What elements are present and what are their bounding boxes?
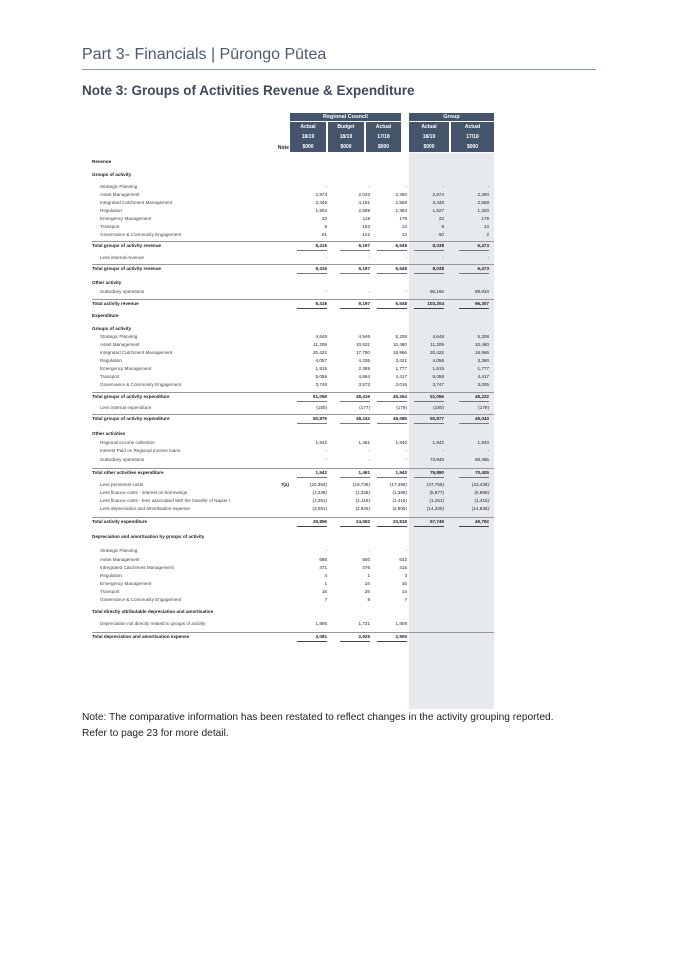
cell-value: 2,568 — [477, 200, 489, 205]
cell-value: 8,038 — [414, 264, 444, 274]
cell-value: 686 — [319, 557, 327, 562]
row-label: Total groups of activity expenditure — [92, 416, 170, 421]
footnote-line: Refer to page 23 for more detail. — [82, 728, 229, 739]
column-header — [290, 122, 326, 152]
cell-value: 8,038 — [414, 241, 444, 251]
cell-value: (179) — [478, 405, 489, 410]
cell-value: - — [368, 255, 370, 260]
row-label: Emergency Management — [100, 366, 152, 371]
cell-value: 1,461 — [358, 440, 370, 445]
cell-value: (17,499) — [389, 482, 407, 487]
cell-value: 103,204 — [414, 299, 444, 309]
cell-value: 95,166 — [429, 289, 444, 294]
cell-value: (1,415) — [474, 498, 489, 503]
cell-value: 1,915 — [315, 366, 327, 371]
table-row — [92, 392, 494, 401]
cell-value: 1,942 — [297, 468, 327, 478]
column-header-line: 18/19 — [301, 134, 315, 140]
cell-value: 8 — [367, 597, 370, 602]
cell-value: 3,005 — [477, 382, 489, 387]
cell-value: 20,422 — [312, 350, 327, 355]
row-label: Groups of activity — [92, 326, 132, 331]
cell-value: - — [368, 548, 370, 553]
cell-value: 122 — [362, 232, 370, 237]
cell-value: 3,747 — [432, 382, 444, 387]
cell-value: 14 — [483, 224, 489, 229]
cell-value: - — [487, 255, 489, 260]
row-label: Total activity revenue — [92, 301, 139, 306]
cell-value: 23,818 — [377, 517, 407, 527]
cell-value: 6,548 — [377, 299, 407, 309]
cell-value: 96,307 — [459, 299, 489, 309]
cell-value: 10,531 — [355, 342, 370, 347]
table-row — [92, 455, 494, 464]
table-row — [92, 532, 494, 541]
cell-value: 17,780 — [355, 350, 370, 355]
row-label: Less personnel costs — [100, 482, 144, 487]
cell-value: 4,057 — [315, 358, 327, 363]
cell-value: 4,946 — [358, 334, 370, 339]
cell-value: 2 — [486, 232, 489, 237]
cell-value: (1,415) — [392, 498, 407, 503]
row-label: Regulation — [100, 208, 122, 213]
cell-value: 51,058 — [297, 392, 327, 402]
column-header-line: $000 — [340, 144, 352, 150]
column-header-line: $000 — [466, 144, 479, 150]
cell-value: 3,390 — [477, 358, 489, 363]
cell-value: 25 — [364, 589, 370, 594]
cell-value: 14 — [401, 224, 407, 229]
cell-value: 6,473 — [459, 241, 489, 251]
cell-value: 45,085 — [377, 414, 407, 424]
cell-value: 10,460 — [474, 342, 489, 347]
cell-value: 3 — [404, 573, 407, 578]
page-header: Part 3- Financials | Pūrongo Pūtea — [82, 46, 327, 63]
cell-value: 5,058 — [432, 374, 444, 379]
cell-value: - — [487, 448, 489, 453]
row-label: Subsidiary operations — [100, 457, 145, 462]
table-row — [92, 446, 494, 455]
row-label: Total groups of activity revenue — [92, 243, 162, 248]
cell-value: 3,573 — [358, 382, 370, 387]
cell-value: (1,251) — [429, 498, 444, 503]
table-row — [92, 429, 494, 438]
cell-value: (43,436) — [471, 482, 489, 487]
row-label: Integrated Catchment Management — [100, 350, 173, 355]
cell-value: 45,222 — [459, 392, 489, 402]
row-label: Depreciation and amortisation by groups of activity — [92, 534, 205, 539]
row-label: Less internal revenue — [100, 255, 144, 260]
cell-value: (1,388) — [392, 490, 407, 495]
column-header — [451, 122, 494, 152]
cell-value: 10,460 — [392, 342, 407, 347]
row-label: Regulation — [100, 573, 122, 578]
cell-value: 5,058 — [315, 374, 327, 379]
row-label: Total depreciation and amortisation expense — [92, 634, 190, 639]
column-header-line: Budget — [337, 124, 355, 130]
footnote-line: Note: The comparative information has been restated to reflect changes in the activity grouping reported. — [82, 712, 554, 723]
cell-value: 9,197 — [340, 299, 370, 309]
cell-value: 2,589 — [358, 208, 370, 213]
cell-value: 153 — [362, 224, 370, 229]
row-label: Total groups of activity revenue — [92, 266, 162, 271]
table-row — [92, 517, 494, 526]
row-label: Transport — [100, 589, 120, 594]
cell-value: 1 — [367, 573, 370, 578]
row-label: Regional income collection — [100, 440, 155, 445]
row-label: Subsidiary operations — [100, 289, 145, 294]
column-header-line: $000 — [377, 144, 390, 150]
cell-value: - — [368, 289, 370, 294]
cell-value: 1,915 — [432, 366, 444, 371]
cell-value: 3,446 — [432, 200, 444, 205]
cell-value: 23 — [321, 216, 327, 221]
row-label: Transport — [100, 374, 120, 379]
note-title: Note 3: Groups of Activities Revenue & Expenditure — [82, 83, 415, 98]
cell-value: 48,419 — [340, 392, 370, 402]
table-row — [92, 504, 494, 513]
cell-value: - — [405, 457, 407, 462]
cell-value: 642 — [399, 557, 407, 562]
cell-value: (177) — [359, 405, 370, 410]
cell-value: 26,856 — [297, 517, 327, 527]
row-label: Regulation — [100, 358, 122, 363]
cell-value: - — [325, 548, 327, 553]
cell-value: (179) — [396, 405, 407, 410]
cell-value: 179 — [399, 216, 407, 221]
column-header-line: 17/18 — [377, 134, 390, 140]
row-label: Groups of activity — [92, 172, 132, 177]
cell-value: - — [325, 255, 327, 260]
note-column-header: Note — [277, 145, 289, 151]
cell-value: 1,384 — [395, 208, 407, 213]
cell-value: 4,336 — [358, 358, 370, 363]
row-label: Strategic Planning — [100, 334, 138, 339]
cell-value: 1,940 — [395, 440, 407, 445]
cell-value: 18 — [321, 589, 327, 594]
cell-value: - — [368, 448, 370, 453]
cell-value: 45,043 — [459, 414, 489, 424]
cell-value: 4,417 — [477, 374, 489, 379]
cell-value: 48,242 — [340, 414, 370, 424]
cell-value: 75,890 — [414, 468, 444, 478]
cell-value: 8 — [441, 224, 444, 229]
row-label: Asset Management — [100, 342, 140, 347]
cell-value: 1,904 — [315, 208, 327, 213]
row-note-ref: 7(a) — [280, 482, 289, 487]
row-label: Less depreciation and amortisation expense — [100, 506, 190, 511]
column-header — [366, 122, 401, 152]
column-header-line: 18/19 — [422, 134, 436, 140]
cell-value: 2,390 — [477, 192, 489, 197]
cell-value: 50,879 — [297, 414, 327, 424]
cell-value: 3,016 — [395, 382, 407, 387]
table-row — [92, 311, 494, 320]
table-row — [92, 414, 494, 423]
cell-value: 4,056 — [432, 358, 444, 363]
cell-value: (1,251) — [312, 498, 327, 503]
cell-value: 5,208 — [395, 334, 407, 339]
row-label: Strategic Planning — [100, 548, 138, 553]
cell-value: - — [325, 457, 327, 462]
cell-value: (180) — [316, 405, 327, 410]
table-row — [92, 299, 494, 308]
table-row — [92, 170, 494, 179]
cell-value: 60 — [438, 232, 444, 237]
cell-value: 49,792 — [459, 517, 489, 527]
cell-value: 16,966 — [392, 350, 407, 355]
cell-value: 2,390 — [395, 192, 407, 197]
cell-value: 34 — [364, 581, 370, 586]
column-header-line: $000 — [302, 144, 314, 150]
cell-value: 3,421 — [395, 358, 407, 363]
row-label: Interest Paid on Regional Income loans — [100, 448, 181, 453]
row-label: Total directly attributable depreciation and amortisation — [92, 609, 214, 614]
cell-value: 1,940 — [377, 468, 407, 478]
cell-value: 5,208 — [477, 334, 489, 339]
row-label: Transport — [100, 224, 120, 229]
cell-value: - — [368, 184, 370, 189]
cell-value: 2,905 — [377, 632, 407, 642]
cell-value: - — [405, 548, 407, 553]
cell-value: 6,548 — [377, 241, 407, 251]
cell-value: 415 — [399, 565, 407, 570]
table-row — [92, 380, 494, 389]
cell-value: 4,181 — [358, 200, 370, 205]
cell-value: 8,416 — [297, 241, 327, 251]
row-label: Total other activities expenditure — [92, 470, 164, 475]
cell-value: 1,461 — [340, 468, 370, 478]
cell-value: 1,777 — [395, 366, 407, 371]
cell-value: - — [325, 448, 327, 453]
table-row — [92, 278, 494, 287]
cell-value: 4 — [324, 573, 327, 578]
cell-value: - — [405, 184, 407, 189]
cell-value: 8,416 — [297, 264, 327, 274]
column-header-line: 17/18 — [466, 134, 479, 140]
cell-value: 9,197 — [340, 241, 370, 251]
cell-value: 4,648 — [315, 334, 327, 339]
cell-value: - — [325, 289, 327, 294]
group-group-header: Group — [409, 113, 494, 121]
row-label: Total activity expenditure — [92, 519, 148, 524]
cell-value: 2,389 — [358, 366, 370, 371]
cell-value: 1,895 — [315, 621, 327, 626]
regional-council-group-header: Regional Council — [290, 113, 401, 121]
row-label: Emergency Management — [100, 216, 152, 221]
row-label: Integrated Catchment Management — [100, 200, 173, 205]
cell-value: 24,593 — [340, 517, 370, 527]
cell-value: (180) — [433, 405, 444, 410]
cell-value: 50,877 — [414, 414, 444, 424]
table-row — [92, 468, 494, 477]
cell-value: 119 — [362, 216, 370, 221]
cell-value: 1,777 — [477, 366, 489, 371]
table-row — [92, 287, 494, 296]
cell-value: - — [442, 448, 444, 453]
column-header-line: 18/19 — [339, 134, 353, 140]
cell-value: 3,748 — [315, 382, 327, 387]
cell-value: 1,942 — [315, 440, 327, 445]
cell-value: 4,864 — [358, 374, 370, 379]
cell-value: (5,969) — [474, 490, 489, 495]
cell-value: 6,548 — [377, 264, 407, 274]
cell-value: 1,940 — [477, 440, 489, 445]
row-label: Governance & Community Engagement — [100, 382, 182, 387]
row-label: Other activities — [92, 431, 126, 436]
cell-value: (19,738) — [352, 482, 370, 487]
table-row — [92, 157, 494, 166]
cell-value: (2,905) — [392, 506, 407, 511]
column-header — [328, 122, 364, 152]
cell-value: 61 — [321, 232, 327, 237]
column-header-line: Actual — [464, 124, 481, 130]
cell-value: 1,527 — [432, 208, 444, 213]
cell-value: 20,422 — [429, 350, 444, 355]
cell-value: 2,033 — [358, 192, 370, 197]
table-row — [92, 607, 494, 616]
row-label: Governance & Community Engagement — [100, 597, 182, 602]
table-row — [92, 546, 494, 555]
cell-value: 6,473 — [459, 264, 489, 274]
cell-value: 1,731 — [358, 621, 370, 626]
cell-value: 1 — [324, 581, 327, 586]
cell-value: 2,974 — [315, 192, 327, 197]
cell-value: (3,081) — [312, 506, 327, 511]
cell-value: 89,834 — [474, 289, 489, 294]
cell-value: (47,759) — [426, 482, 444, 487]
cell-value: 3,446 — [315, 200, 327, 205]
cell-value: (14,330) — [426, 506, 444, 511]
column-header — [409, 122, 449, 152]
cell-value: (1,119) — [355, 498, 370, 503]
cell-value: 11,209 — [313, 342, 327, 347]
cell-value: - — [442, 255, 444, 260]
cell-value: 8 — [324, 224, 327, 229]
cell-value: 7 — [324, 597, 327, 602]
cell-value: (20,394) — [309, 482, 327, 487]
cell-value: 1,942 — [432, 440, 444, 445]
cell-value: 2,974 — [432, 192, 444, 197]
cell-value: 7 — [404, 597, 407, 602]
row-label: Governance & Community Engagement — [100, 232, 182, 237]
cell-value: 11,209 — [430, 342, 444, 347]
row-label: Strategic Planning — [100, 184, 138, 189]
cell-value: - — [442, 184, 444, 189]
cell-value: (5,677) — [429, 490, 444, 495]
column-header-line: Actual — [300, 124, 316, 130]
cell-value: - — [368, 457, 370, 462]
cell-value: 3,081 — [297, 632, 327, 642]
table-row — [92, 253, 494, 262]
cell-value: 57,749 — [414, 517, 444, 527]
table-row — [92, 619, 494, 628]
cell-value: 14 — [401, 589, 407, 594]
cell-value: 2,925 — [340, 632, 370, 642]
row-label: Less internal expenditure — [100, 405, 152, 410]
cell-value: - — [487, 184, 489, 189]
table-row — [92, 403, 494, 412]
row-label: Revenue — [92, 159, 112, 164]
row-label: Other activity — [92, 280, 122, 285]
cell-value: (2,925) — [355, 506, 370, 511]
cell-value: 73,948 — [429, 457, 444, 462]
cell-value: - — [325, 184, 327, 189]
row-label: Less finance costs - fees associated with the transfer of Napier I — [100, 498, 231, 503]
table-row — [92, 264, 494, 273]
cell-value: 179 — [481, 216, 489, 221]
cell-value: (14,836) — [471, 506, 489, 511]
cell-value: 1,320 — [477, 208, 489, 213]
cell-value: (1,328) — [355, 490, 370, 495]
cell-value: 16,966 — [474, 350, 489, 355]
cell-value: 1,808 — [395, 621, 407, 626]
table-row — [92, 595, 494, 604]
cell-value: 51,056 — [414, 392, 444, 402]
cell-value: - — [405, 255, 407, 260]
row-label: Depreciation not directly related to groups of activity — [100, 621, 206, 626]
cell-value: 650 — [362, 557, 370, 562]
cell-value: 16 — [401, 581, 407, 586]
cell-value: 9,197 — [340, 264, 370, 274]
cell-value: 471 — [319, 565, 327, 570]
cell-value: 70,405 — [459, 468, 489, 478]
column-header-line: Actual — [375, 124, 392, 130]
cell-value: 13 — [401, 232, 407, 237]
table-row — [92, 230, 494, 239]
cell-value: 45,264 — [377, 392, 407, 402]
table-row — [92, 241, 494, 250]
row-label: Less finance costs - interest on borrowings — [100, 490, 188, 495]
row-label: Total groups of activity expenditure — [92, 394, 170, 399]
row-label: Emergency Management — [100, 581, 152, 586]
cell-value: 4,648 — [432, 334, 444, 339]
cell-value: 476 — [362, 565, 370, 570]
table-row — [92, 632, 494, 641]
cell-value: (1,238) — [312, 490, 327, 495]
row-label: Intregrated Catchment Management — [100, 565, 174, 570]
row-label: Asset Management — [100, 557, 140, 562]
column-header-line: $000 — [423, 144, 435, 150]
row-label: Expenditure — [92, 313, 119, 318]
header-divider — [82, 69, 596, 70]
cell-value: 2,568 — [395, 200, 407, 205]
cell-value: 8,416 — [297, 299, 327, 309]
row-label: Asset Management — [100, 192, 140, 197]
cell-value: - — [405, 289, 407, 294]
cell-value: - — [405, 448, 407, 453]
column-header-line: Actual — [421, 124, 437, 130]
cell-value: 4,417 — [395, 374, 407, 379]
footnote — [82, 710, 554, 742]
cell-value: 68,465 — [474, 457, 489, 462]
cell-value: 23 — [438, 216, 444, 221]
